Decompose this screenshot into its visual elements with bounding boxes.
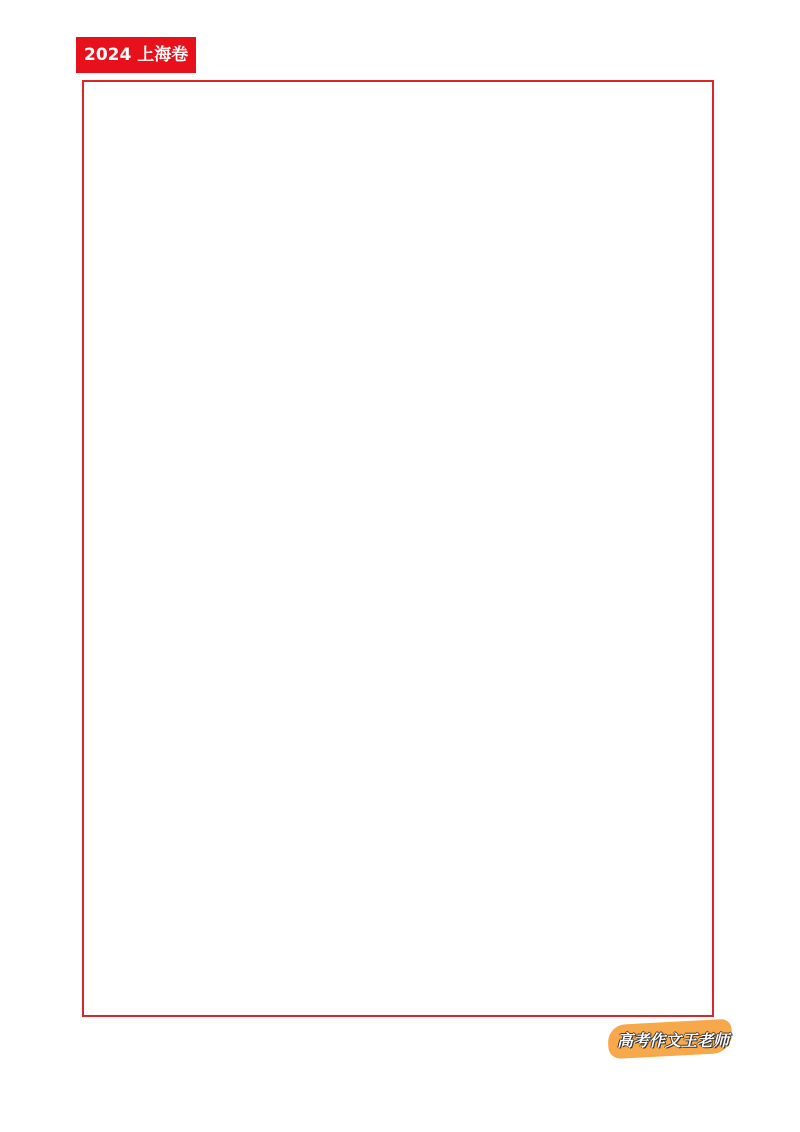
exam-badge: 2024 上海卷	[76, 37, 196, 73]
essay-frame	[82, 80, 714, 1017]
watermark-text: 高考作文王老师	[616, 1031, 729, 1050]
author-watermark	[602, 1016, 742, 1062]
